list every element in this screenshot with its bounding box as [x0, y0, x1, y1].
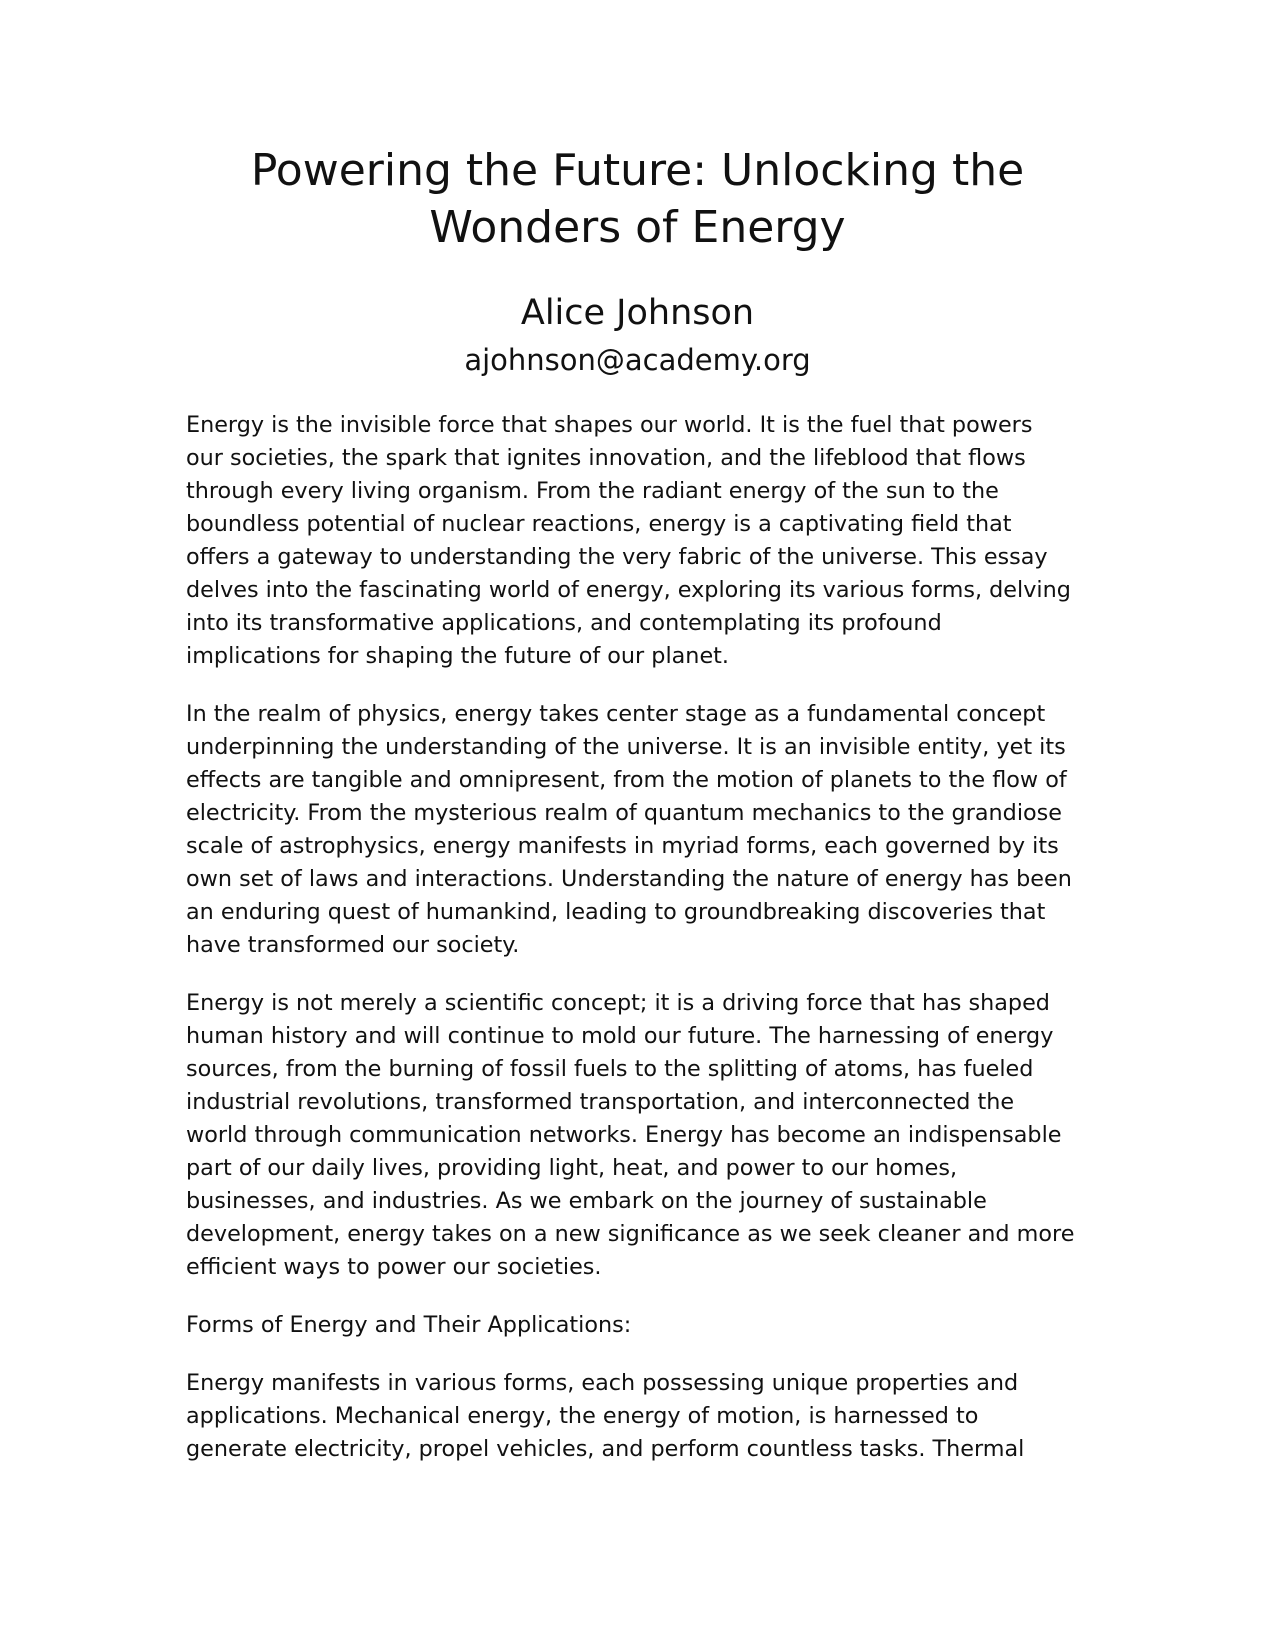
author-name: Alice Johnson — [520, 293, 755, 333]
paragraph-introduction — [186, 409, 1106, 673]
text-line: into its transformative applications, and contemplating its profound — [186, 610, 942, 636]
paragraph-history — [186, 987, 1106, 1284]
text-line: our societies, the spark that ignites innovation, and the lifeblood that flows — [186, 445, 1026, 471]
document-title — [150, 142, 1125, 256]
text-line: applications. Mechanical energy, the energy of motion, is harnessed to — [186, 1403, 979, 1429]
text-line: Energy is not merely a scientific concept; it is a driving force that has shaped — [186, 990, 1050, 1016]
text-line: scale of astrophysics, energy manifests in myriad forms, each governed by its — [186, 833, 1059, 859]
text-line: an enduring quest of humankind, leading to groundbreaking discoveries that — [186, 899, 1046, 925]
document-body — [186, 409, 1106, 1491]
text-line: In the realm of physics, energy takes center stage as a fundamental concept — [186, 701, 1046, 727]
section-heading — [186, 1309, 1106, 1342]
title-line: Wonders of Energy — [429, 202, 846, 253]
text-line: human history and will continue to mold our future. The harnessing of energy — [186, 1023, 1054, 1049]
text-line: offers a gateway to understanding the very fabric of the universe. This essay — [186, 544, 1048, 570]
text-line: delves into the fascinating world of energy, exploring its various forms, delving — [186, 577, 1071, 603]
text-line: Energy manifests in various forms, each possessing unique properties and — [186, 1370, 1019, 1396]
text-line: development, energy takes on a new significance as we seek cleaner and more — [186, 1221, 1075, 1247]
text-line: efficient ways to power our societies. — [186, 1254, 602, 1280]
text-line: sources, from the burning of fossil fuels to the splitting of atoms, has fueled — [186, 1056, 1034, 1082]
text-line: Energy is the invisible force that shapes our world. It is the fuel that powers — [186, 412, 1033, 438]
text-line: electricity. From the mysterious realm of quantum mechanics to the grandiose — [186, 800, 1062, 826]
text-line: industrial revolutions, transformed transportation, and interconnected the — [186, 1089, 1015, 1115]
text-line: effects are tangible and omnipresent, from the motion of planets to the flow of — [186, 767, 1067, 793]
author-email: ajohnson@academy.org — [464, 343, 811, 377]
text-line: boundless potential of nuclear reactions, energy is a captivating field that — [186, 511, 1012, 537]
paragraph-physics — [186, 698, 1106, 962]
text-line: world through communication networks. Energy has become an indispensable — [186, 1122, 1062, 1148]
paragraph-forms — [186, 1367, 1106, 1466]
text-line: underpinning the understanding of the universe. It is an invisible entity, yet its — [186, 734, 1066, 760]
text-line: have transformed our society. — [186, 932, 520, 958]
text-line: implications for shaping the future of our planet. — [186, 643, 729, 669]
text-line: businesses, and industries. As we embark on the journey of sustainable — [186, 1188, 987, 1214]
text-line: through every living organism. From the radiant energy of the sun to the — [186, 478, 999, 504]
text-line: Forms of Energy and Their Applications: — [186, 1312, 632, 1338]
text-line: own set of laws and interactions. Understanding the nature of energy has been — [186, 866, 1072, 892]
title-line: Powering the Future: Unlocking the — [250, 145, 1025, 196]
text-line: generate electricity, propel vehicles, and perform countless tasks. Thermal — [186, 1436, 1025, 1462]
text-line: part of our daily lives, providing light, heat, and power to our homes, — [186, 1155, 958, 1181]
